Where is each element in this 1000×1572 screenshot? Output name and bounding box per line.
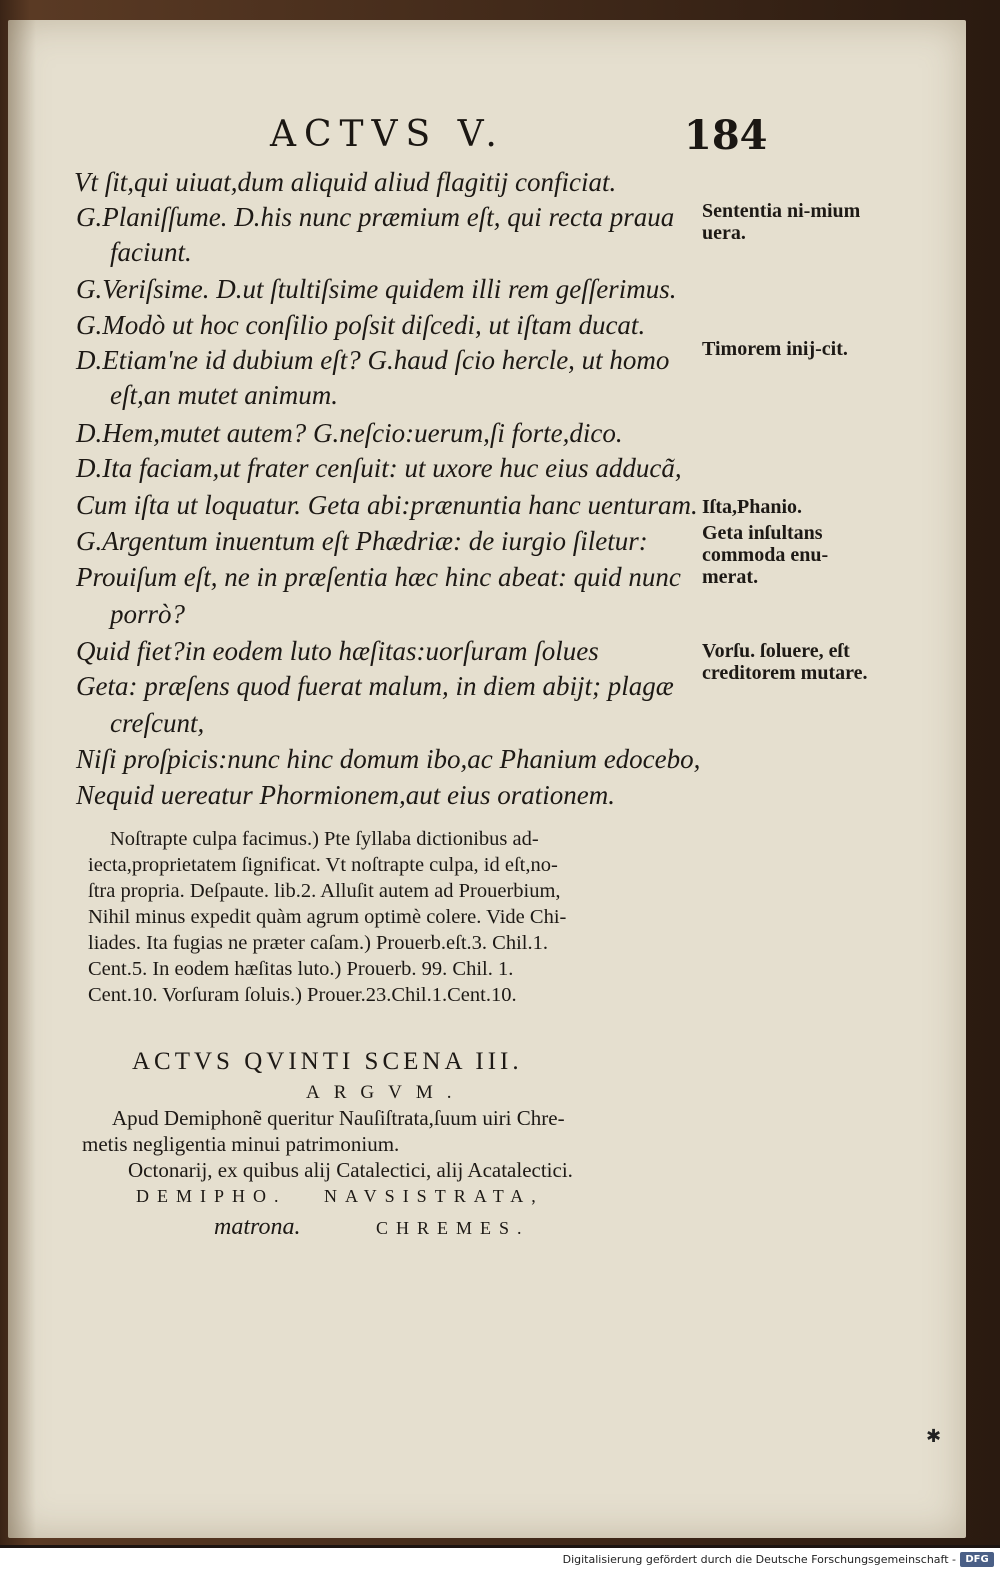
commentary-line: Noſtrapte culpa facimus.) Pte ſyllaba dictionibus ad- — [110, 828, 539, 850]
verse-line: Prouiſum eſt, ne in præſentia hæc hinc abeat: quid nunc — [76, 562, 681, 592]
argument-line: metis negligentia minui patrimonium. — [82, 1132, 400, 1156]
verse-line: G.Veriſsime. D.ut ſtultiſsime quidem illi rem geſſerimus. — [76, 274, 677, 304]
marginal-note: Geta inſultans commoda enu-merat. — [702, 522, 829, 588]
commentary-line: Cent.5. In eodem hæſitas luto.) Prouerb. 99. Chil. 1. — [88, 958, 514, 980]
meter-note: Octonarij, ex quibus alij Catalectici, alij Acatalectici. — [128, 1158, 573, 1182]
marginal-note: Timorem inij-cit. — [702, 338, 848, 360]
dfg-logo: DFG — [960, 1552, 994, 1567]
running-head: ACTVS V. — [270, 114, 505, 155]
verse-line: creſcunt, — [110, 708, 205, 738]
verse-line: G.Argentum inuentum eſt Phædriæ: de iurgio ſiletur: — [76, 526, 648, 556]
commentary-line: liades. Ita fugias ne præter caſam.) Prouerb.eſt.3. Chil.1. — [88, 932, 548, 954]
commentary-line: iecta,proprietatem ſignificat. Vt noſtrapte culpa, id eſt,no- — [88, 854, 558, 876]
verse-line: G.Modò ut hoc conſilio poſsit diſcedi, ut iſtam ducat. — [76, 310, 646, 340]
marginal-note: Vorſu. ſoluere, eſt creditorem mutare. — [702, 640, 868, 684]
verse-line: G.Planiſſume. D.his nunc præmium eſt, qui recta praua — [76, 202, 675, 232]
commentary-line: Nihil minus expedit quàm agrum optimè colere. Vide Chi- — [88, 906, 567, 928]
commentary-line: ſtra propria. Deſpaute. lib.2. Alluſit autem ad Prouerbium, — [88, 880, 561, 902]
dramatis-personae: DEMIPHO. NAVSISTRATA, — [136, 1186, 544, 1206]
verse-line: porrò? — [110, 599, 186, 629]
verse-line: Niſi proſpicis:nunc hinc domum ibo,ac Phanium edocebo, — [76, 744, 701, 774]
marginal-note: Iſta,Phanio. — [702, 496, 803, 518]
commentary-line: Cent.10. Vorſuram ſoluis.) Prouer.23.Chil.1.Cent.10. — [88, 984, 517, 1006]
character-role: matrona. — [214, 1214, 301, 1240]
verse-line: D.Hem,mutet autem? G.neſcio:uerum,ſi forte,dico. — [76, 418, 623, 448]
verse-line: D.Ita faciam,ut frater cenſuit: ut uxore huc eius adducã, — [76, 453, 682, 483]
verse-line: D.Etiam'ne id dubium eſt? G.haud ſcio hercle, ut homo — [76, 345, 670, 375]
marginal-note: Sententia ni-mium uera. — [702, 200, 861, 244]
verse-line: Nequid uereatur Phormionem,aut eius orationem. — [76, 780, 615, 810]
footer-bar — [0, 1548, 1000, 1572]
page-number: 184 — [684, 112, 768, 159]
verse-line: faciunt. — [110, 237, 192, 267]
argument-line: Apud Demiphonẽ queritur Nauſiſtrata,ſuum uiri Chre- — [112, 1106, 565, 1130]
verse-line: Quid fiet?in eodem luto hæſitas:uorſuram ſolues — [76, 636, 599, 666]
book-page — [8, 20, 966, 1538]
verse-line: Cum iſta ut loquatur. Geta abi:prænuntia hanc uenturam. — [76, 490, 698, 520]
argument-label: ARGVM. — [306, 1082, 466, 1103]
verse-line: Geta: præſens quod fuerat malum, in diem abijt; plagæ — [76, 671, 674, 701]
verse-line: eſt,an mutet animum. — [110, 380, 338, 410]
funding-notice: Digitalisierung gefördert durch die Deutsche Forschungsgemeinschaft - — [562, 1553, 956, 1566]
verse-line: Vt ſit,qui uiuat,dum aliquid aliud flagitij conficiat. — [74, 167, 617, 197]
scene-heading: ACTVS QVINTI SCENA III. — [132, 1048, 523, 1075]
asterisk-mark: ✱ — [926, 1426, 942, 1447]
character-name: CHREMES. — [376, 1218, 530, 1238]
